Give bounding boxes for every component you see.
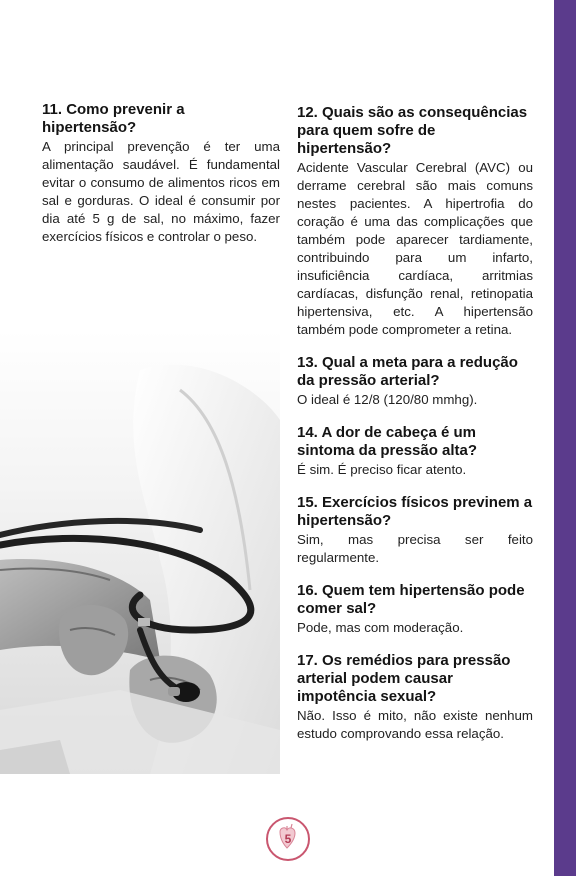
question-title: 13. Qual a meta para a redução da pressão arterial?: [297, 354, 518, 389]
question-11: [42, 101, 280, 246]
page-number-badge: [265, 816, 311, 862]
question-12: [297, 104, 533, 339]
blood-pressure-photo: [0, 330, 280, 774]
question-answer: Acidente Vascular Cerebral (AVC) ou derrame cerebral são mais comuns nestes pacientes. A hipertrofia do coração é uma das complicações que também pode aparecer tardiamente, contribuindo para um infarto, insuficiência cardíaca, arritmias cardíacas, disfunção renal, retinopatia hipertensiva, etc. A hipertensão também pode comprometer a retina.: [297, 160, 533, 337]
question-title: 11. Como prevenir a hipertensão?: [42, 101, 185, 136]
question-title: 16. Quem tem hipertensão pode comer sal?: [297, 582, 525, 617]
question-title: 17. Os remédios para pressão arterial podem causar impotência sexual?: [297, 652, 511, 705]
left-column: [42, 101, 280, 261]
question-answer: A principal prevenção é ter uma alimentação saudável. É fundamental evitar o consumo de alimentos ricos em sal e gorduras. O ideal é consumir por dia até 5 g de sal, no máximo, fazer exercícios físicos e controlar o peso.: [42, 139, 280, 244]
question-answer: É sim. É preciso ficar atento.: [297, 462, 467, 477]
question-answer: Não. Isso é mito, não existe nenhum estudo comprovando essa relação.: [297, 708, 533, 741]
accent-side-bar: [554, 0, 576, 876]
right-column: [297, 104, 533, 758]
question-15: [297, 494, 533, 567]
question-14: [297, 424, 533, 479]
question-answer: Sim, mas precisa ser feito regularmente.: [297, 532, 533, 565]
question-16: [297, 582, 533, 637]
page-number: 5: [284, 832, 292, 846]
question-title: 14. A dor de cabeça é um sintoma da pressão alta?: [297, 424, 478, 459]
question-title: 12. Quais são as consequências para quem sofre de hipertensão?: [297, 104, 528, 157]
question-17: [297, 652, 533, 743]
question-title: 15. Exercícios físicos previnem a hipertensão?: [297, 494, 533, 529]
question-answer: Pode, mas com moderação.: [297, 620, 464, 635]
question-answer: O ideal é 12/8 (120/80 mmhg).: [297, 392, 478, 407]
question-13: [297, 354, 533, 409]
